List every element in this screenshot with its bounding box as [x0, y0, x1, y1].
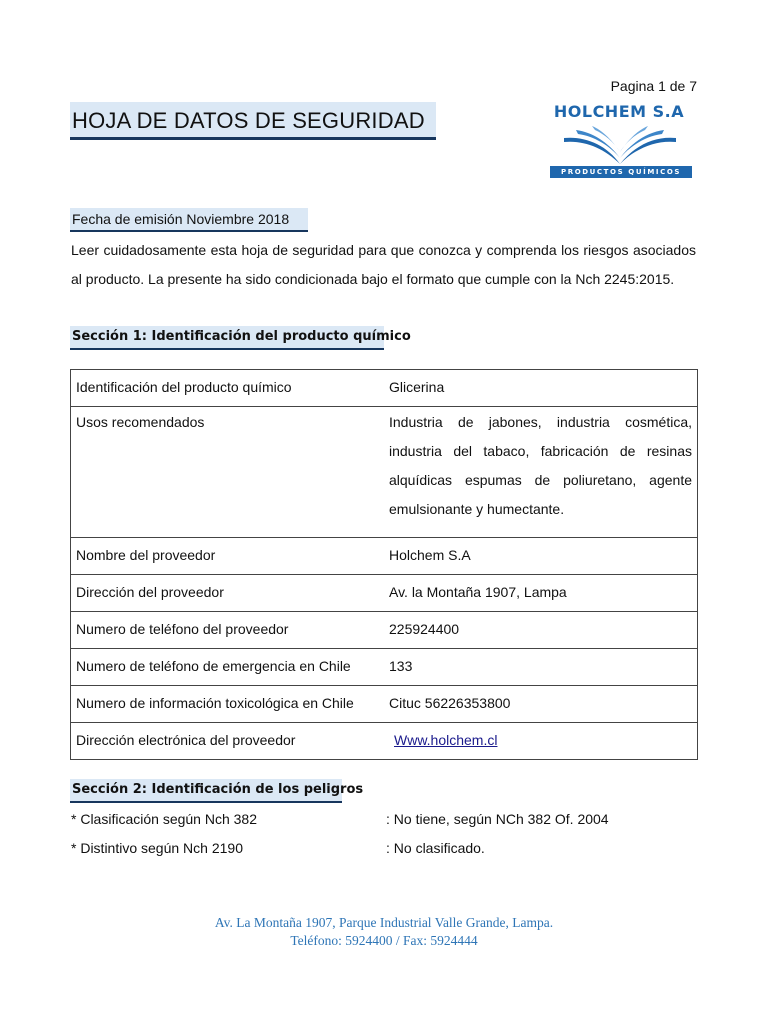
row-value: Cituc 56226353800: [384, 686, 698, 723]
supplier-website-link[interactable]: Www.holchem.cl: [394, 732, 498, 748]
section-2-heading: Sección 2: Identificación de los peligros: [70, 779, 342, 803]
footer-phone-fax: Teléfono: 5924400 / Fax: 5924444: [290, 933, 478, 948]
hazard-value: : No clasificado.: [386, 840, 485, 856]
row-value: Holchem S.A: [384, 538, 698, 575]
table-row: [71, 686, 698, 723]
page-footer: [0, 914, 768, 950]
issue-date-heading: Fecha de emisión Noviembre 2018: [70, 208, 308, 232]
product-identification-table: [70, 369, 698, 760]
open-book-icon: [562, 124, 678, 166]
table-row: [71, 612, 698, 649]
row-label: Dirección electrónica del proveedor: [71, 723, 385, 760]
hazard-label: * Distintivo según Nch 2190: [71, 840, 243, 856]
row-value: Industria de jabones, industria cosmética, industria del tabaco, fabricación de resinas alquídicas espumas de poliuretano, agente emulsionante y humectante.: [384, 407, 698, 538]
company-logo: [546, 100, 696, 182]
row-value: 225924400: [384, 612, 698, 649]
table-row: [71, 723, 698, 760]
row-label: Usos recomendados: [71, 407, 385, 538]
table-row: [71, 575, 698, 612]
row-label: Dirección del proveedor: [71, 575, 385, 612]
document-title: HOJA DE DATOS DE SEGURIDAD: [70, 102, 436, 140]
logo-company-name: HOLCHEM S.A: [553, 102, 685, 121]
row-label: Nombre del proveedor: [71, 538, 385, 575]
row-label: Numero de teléfono de emergencia en Chile: [71, 649, 385, 686]
table-row: [71, 407, 698, 538]
row-label: Identificación del producto químico: [71, 370, 385, 407]
page-number: Pagina 1 de 7: [610, 78, 697, 94]
logo-tagline: PRODUCTOS QUÍMICOS: [550, 166, 692, 178]
section-1-heading: Sección 1: Identificación del producto químico: [70, 326, 384, 350]
row-value-cell: [384, 723, 698, 760]
row-value: Glicerina: [384, 370, 698, 407]
row-label: Numero de teléfono del proveedor: [71, 612, 385, 649]
row-value: 133: [384, 649, 698, 686]
table-row: [71, 538, 698, 575]
footer-address: Av. La Montaña 1907, Parque Industrial Valle Grande, Lampa.: [214, 915, 554, 930]
table-row: [71, 649, 698, 686]
hazard-label: * Clasificación según Nch 382: [71, 811, 257, 827]
row-label: Numero de información toxicológica en Chile: [71, 686, 385, 723]
intro-paragraph: Leer cuidadosamente esta hoja de seguridad para que conozca y comprenda los riesgos asociados al producto. La presente ha sido condicionada bajo el formato que cumple con la Nch 2245:2015.: [71, 242, 696, 287]
row-value: Av. la Montaña 1907, Lampa: [384, 575, 698, 612]
hazard-item: [71, 811, 609, 827]
hazard-value: : No tiene, según NCh 382 Of. 2004: [386, 811, 609, 827]
hazard-item: [71, 840, 485, 856]
table-row: [71, 370, 698, 407]
